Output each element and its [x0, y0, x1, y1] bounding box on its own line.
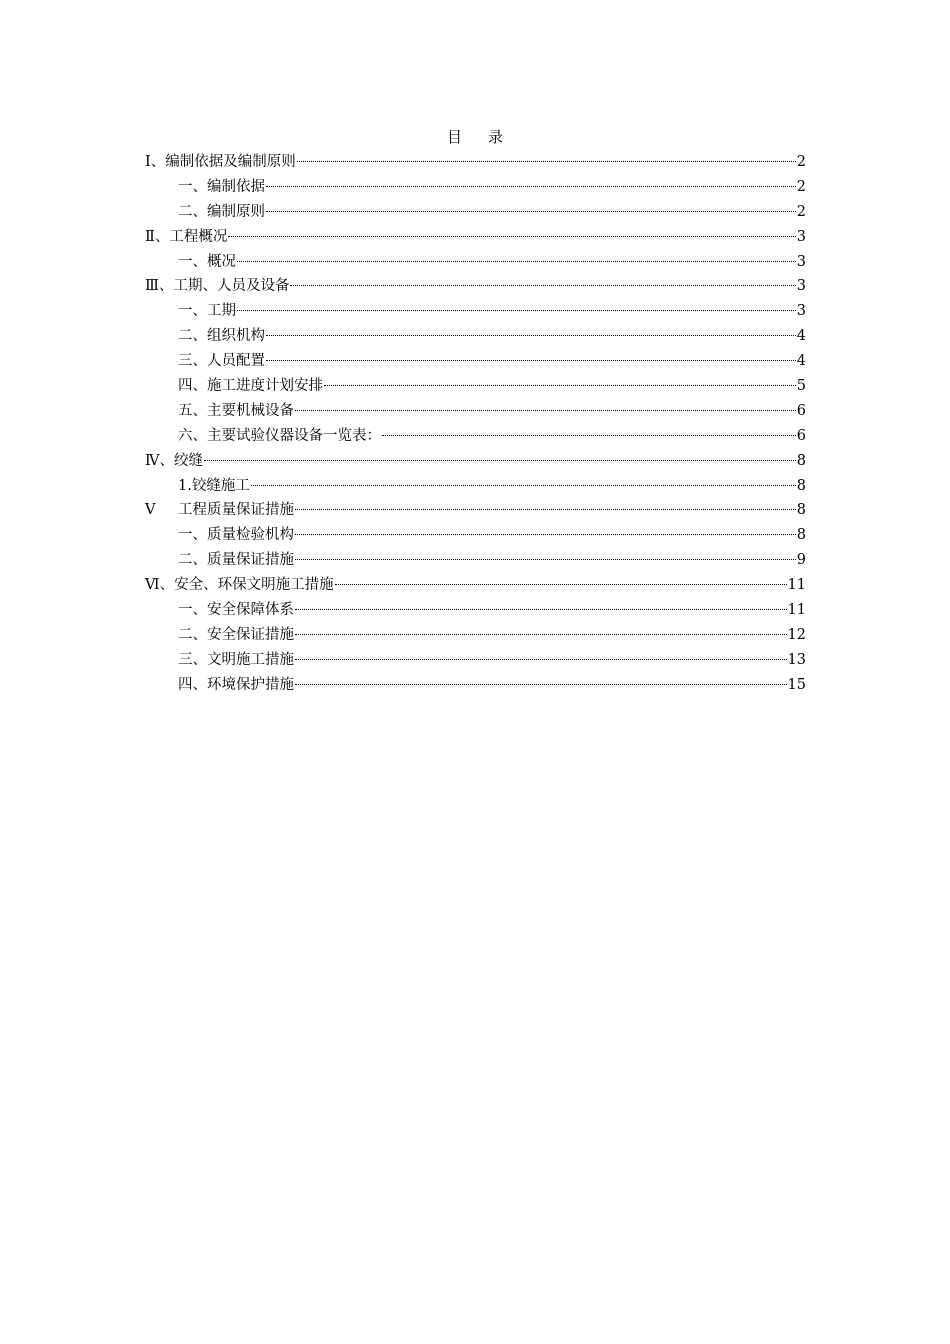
- toc-entry-page-number: 4: [796, 353, 806, 370]
- toc-subsection-entry[interactable]: [145, 424, 806, 449]
- toc-entry-label: 一、工期: [178, 303, 236, 320]
- toc-entry-label: 一、质量检验机构: [178, 527, 294, 544]
- toc-entry-label: 工程概况: [169, 228, 228, 245]
- toc-entry-page-number: 3: [796, 228, 806, 245]
- toc-dot-leader: [266, 335, 796, 336]
- toc-subsection-entry[interactable]: [145, 523, 806, 548]
- toc-entry-number: Ⅰ、: [145, 154, 166, 170]
- toc-subsection-entry[interactable]: [145, 474, 806, 499]
- toc-entry-label: 编制依据及编制原则: [165, 154, 296, 170]
- toc-dot-leader: [335, 584, 787, 585]
- toc-entry-page-number: 8: [796, 477, 806, 494]
- toc-dot-leader: [295, 609, 787, 610]
- toc-entry-label: 六、主要试验仪器设备一览表：: [178, 427, 381, 444]
- toc-entry-number: Ⅵ、: [145, 577, 175, 594]
- toc-section-entry[interactable]: [145, 573, 806, 598]
- toc-subsection-entry[interactable]: [145, 250, 806, 275]
- toc-entry-number: Ⅲ、: [145, 278, 174, 295]
- toc-heading: [0, 126, 950, 147]
- toc-section-entry[interactable]: [145, 150, 806, 175]
- toc-dot-leader: [382, 435, 796, 436]
- toc-dot-leader: [295, 634, 787, 635]
- toc-entry-page-number: 4: [796, 328, 806, 345]
- toc-entry-page-number: 13: [787, 651, 806, 668]
- toc-entry-page-number: 15: [787, 676, 806, 693]
- toc-entry-label: 一、安全保障体系: [178, 602, 294, 619]
- toc-entry-page-number: 2: [796, 203, 806, 220]
- toc-dot-leader: [295, 534, 796, 535]
- toc-dot-leader: [324, 385, 796, 386]
- toc-dot-leader: [295, 410, 796, 411]
- toc-entry-page-number: 9: [796, 552, 806, 569]
- toc-entry-label: 工程质量保证措施: [178, 502, 294, 519]
- toc-entry-page-number: 8: [796, 452, 806, 469]
- toc-subsection-entry[interactable]: [145, 648, 806, 673]
- toc-entry-number: Ⅳ、: [145, 452, 174, 469]
- toc-entry-page-number: 3: [796, 253, 806, 270]
- toc-entry-label: 四、施工进度计划安排: [178, 378, 323, 395]
- toc-entry-label: 三、文明施工措施: [178, 651, 294, 668]
- toc-dot-leader: [251, 485, 796, 486]
- toc-entry-label: 工期、人员及设备: [173, 278, 290, 295]
- toc-entry-page-number: 3: [796, 278, 806, 295]
- toc-heading-char-1: 目: [446, 128, 462, 146]
- toc-subsection-entry[interactable]: [145, 175, 806, 200]
- toc-entry-label: 五、主要机械设备: [178, 402, 294, 419]
- toc-entry-page-number: 12: [787, 626, 806, 643]
- toc-entry-page-number: 8: [796, 502, 806, 519]
- toc-entry-page-number: 6: [796, 402, 806, 419]
- toc-entry-label: 二、质量保证措施: [178, 552, 294, 569]
- toc-dot-leader: [295, 659, 787, 660]
- toc-entry-label: 三、人员配置: [178, 353, 265, 370]
- toc-entry-label: 安全、环保文明施工措施: [174, 577, 334, 594]
- toc-subsection-entry[interactable]: [145, 324, 806, 349]
- toc-entry-label: 绞缝: [174, 452, 203, 469]
- toc-entry-number: Ⅴ: [145, 502, 156, 519]
- toc-dot-leader: [290, 285, 795, 286]
- toc-subsection-entry[interactable]: [145, 399, 806, 424]
- toc-subsection-entry[interactable]: [145, 200, 806, 225]
- toc-subsection-entry[interactable]: [145, 548, 806, 573]
- toc-dot-leader: [237, 261, 796, 262]
- toc-entry-label: 二、编制原则: [178, 203, 265, 220]
- table-of-contents: [145, 150, 806, 698]
- toc-entry-label: 一、编制依据: [178, 178, 265, 195]
- toc-dot-leader: [295, 509, 796, 510]
- toc-subsection-entry[interactable]: [145, 349, 806, 374]
- toc-entry-page-number: 6: [796, 427, 806, 444]
- toc-entry-page-number: 2: [796, 178, 806, 195]
- toc-dot-leader: [204, 460, 796, 461]
- toc-entry-page-number: 11: [787, 602, 806, 619]
- toc-dot-leader: [295, 684, 787, 685]
- toc-dot-leader: [228, 236, 795, 237]
- toc-entry-page-number: 8: [796, 527, 806, 544]
- toc-entry-label: 二、组织机构: [178, 328, 265, 345]
- toc-subsection-entry[interactable]: [145, 598, 806, 623]
- toc-entry-number: Ⅱ、: [145, 228, 170, 245]
- toc-dot-leader: [237, 310, 796, 311]
- toc-dot-leader: [295, 559, 796, 560]
- toc-section-entry[interactable]: [145, 498, 806, 523]
- toc-entry-page-number: 3: [796, 303, 806, 320]
- toc-subsection-entry[interactable]: [145, 374, 806, 399]
- toc-section-entry[interactable]: [145, 274, 806, 299]
- toc-dot-leader: [266, 186, 796, 187]
- toc-section-entry[interactable]: [145, 225, 806, 250]
- toc-heading-char-2: 录: [488, 128, 504, 146]
- toc-dot-leader: [297, 161, 796, 162]
- toc-section-entry[interactable]: [145, 449, 806, 474]
- toc-entry-label: 二、安全保证措施: [178, 626, 294, 643]
- toc-entry-label: 1.铰缝施工: [178, 477, 250, 494]
- toc-subsection-entry[interactable]: [145, 673, 806, 698]
- toc-subsection-entry[interactable]: [145, 299, 806, 324]
- toc-subsection-entry[interactable]: [145, 623, 806, 648]
- toc-entry-label: 一、概况: [178, 253, 236, 270]
- toc-entry-page-number: 5: [796, 378, 806, 395]
- toc-dot-leader: [266, 360, 796, 361]
- toc-entry-label: 四、环境保护措施: [178, 676, 294, 693]
- toc-entry-page-number: 2: [796, 154, 806, 170]
- toc-entry-page-number: 11: [787, 577, 806, 594]
- toc-dot-leader: [266, 211, 796, 212]
